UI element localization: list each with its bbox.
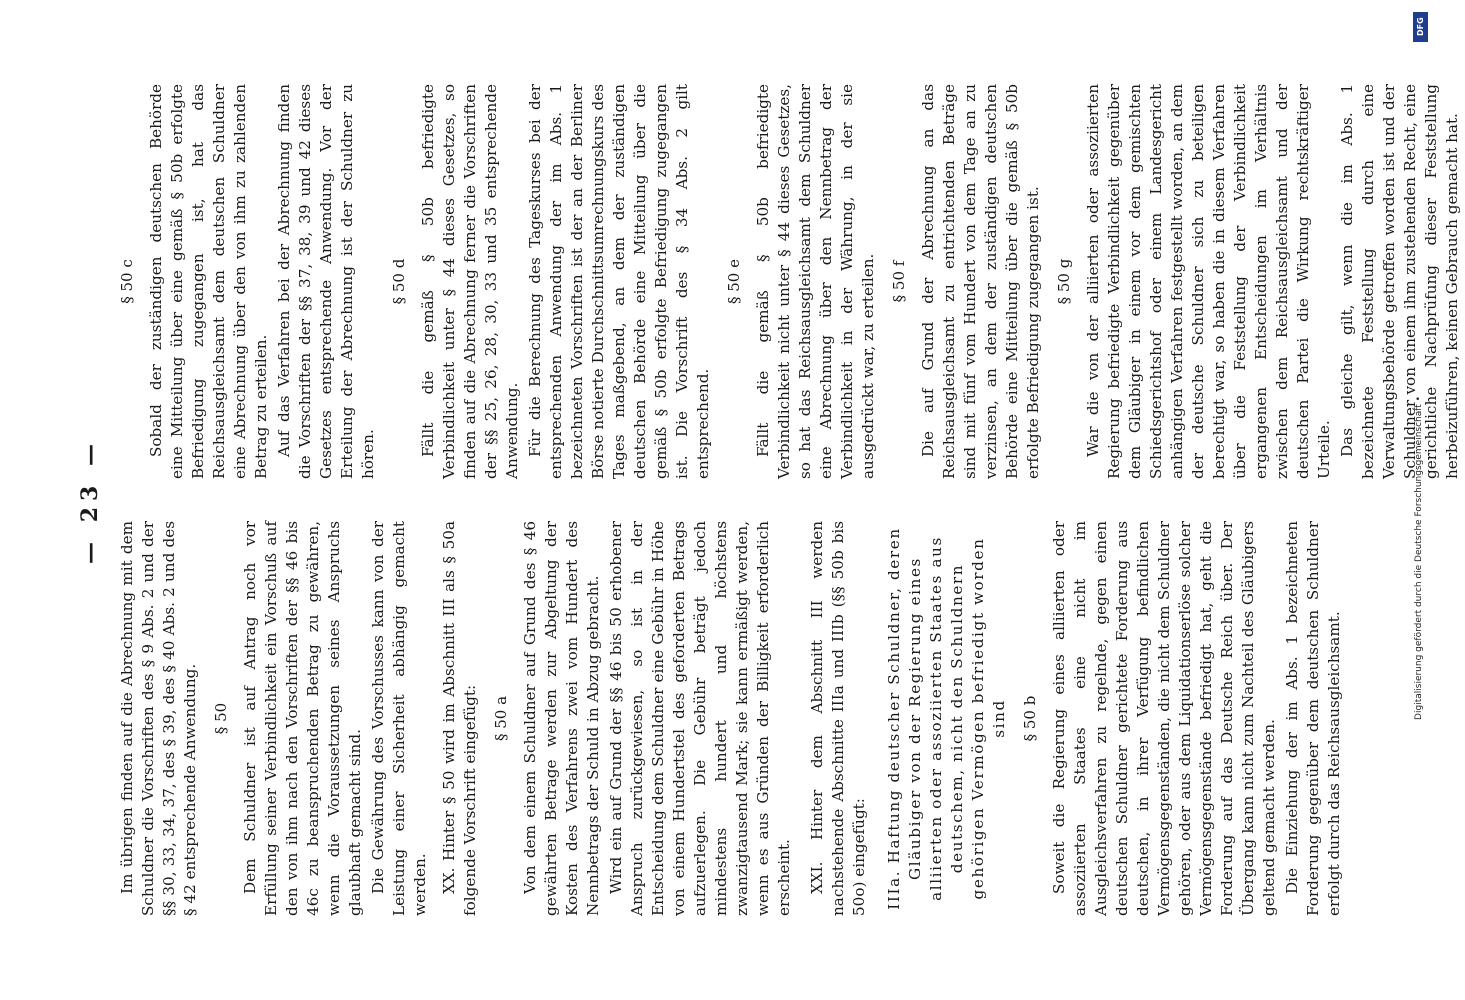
digitization-credit-sidebar bbox=[1410, 6, 1432, 994]
right-column bbox=[117, 84, 1465, 479]
paragraph-50a-1: Von dem einem Schuldner auf Grund des § 46 gewährten Betrage werden zur Abgeltung der Kosten des Verfahrens zwei vom Hundert des Nennbetrags der Schuld in Abzug gebracht. bbox=[521, 521, 602, 916]
paragraph-50c-2: Auf das Verfahren bei der Abrechnung finden die Vorschriften der §§ 37, 38, 39 und 42 dieses Gesetzes entsprechende Anwendung. Vor der Erteilung der Abrechnung ist der Schuldner zu hören. bbox=[275, 84, 377, 479]
section-heading-50b: § 50 b bbox=[1021, 695, 1039, 742]
paragraph-50e-1: Fällt die gemäß § 50b befriedigte Verbindlichkeit nicht unter § 44 dieses Gesetzes, so hat das Reichsausgleichsamt dem Schuldner eine Abrechnung über den Nennbetrag der Verbindlichkeit in der Währung, in der sie ausgedrückt war, zu erteilen. bbox=[754, 84, 877, 479]
section-heading-50f: § 50 f bbox=[890, 260, 908, 303]
section-heading-50a: § 50 a bbox=[492, 695, 510, 742]
section-heading-50c: § 50 c bbox=[118, 259, 136, 304]
left-column bbox=[117, 521, 1347, 916]
section-heading-50e: § 50 e bbox=[725, 259, 743, 304]
dfg-logo: DFG bbox=[1413, 12, 1428, 42]
paragraph-50g-2: Das gleiche gilt, wenn die im Abs. 1 bezeichnete Feststellung durch eine Verwaltungsbehörde getroffen worden ist und der Schuldner von einem ihm zustehenden Recht, eine gerichtliche Nachprüfung dieser Feststellung herbeizuführen, keinen Gebrauch gemacht hat. bbox=[1338, 84, 1461, 479]
paragraph-50-1: Dem Schuldner ist auf Antrag noch vor Erfüllung seiner Verbindlichkeit ein Vorschuß auf den von ihm nach den Vorschriften der §§ 46 bis 46c zu beanspruchenden Betrag zu gewähren, wenn die Voraussetzungen seines Anspruchs glaubhaft gemacht sind. bbox=[241, 521, 364, 916]
section-heading-50: § 50 bbox=[212, 702, 230, 735]
paragraph-50f-1: Die auf Grund der Abrechnung an das Reichsausgleichsamt zu entrichtenden Beträge sind mit fünf vom Hundert von dem Tage an zu verzinsen, an dem der zuständigen deutschen Behörde eine Mitteilung über die gemäß § 50b erfolgte Befriedigung zugegangen ist. bbox=[919, 84, 1042, 479]
paragraph-xxi: XXI. Hinter dem Abschnitt III werden nachstehende Abschnitte IIIa und IIIb (§§ 50b bis 50o) eingefügt: bbox=[808, 521, 868, 916]
section-heading-50d: § 50 d bbox=[390, 258, 408, 305]
paragraph-50b-2: Die Einziehung der im Abs. 1 bezeichneten Forderung gegenüber dem deutschen Schuldner erfolgt durch das Reichsausgleichsamt. bbox=[1283, 521, 1343, 916]
page-number: — 23 — bbox=[77, 438, 103, 564]
chapter-title-iiia: IIIa. Haftung deutscher Schuldner, deren Gläubiger von der Regierung eines alliierten oder assoziierten Staates aus deutschem, nicht den Schuldnern gehörigen Vermögen befriedigt worden sind bbox=[885, 527, 1008, 910]
paragraph-50b-1: Soweit die Regierung eines alliierten oder assoziierten Staates eine nicht im Ausgleichsverfahren zu regelnde, gegen einen deutschen Schuldner gerichtete Forderung aus deutschen, in ihrer Verfügung befindlichen Vermögensgegenständen, die nicht dem Schuldner gehören, oder aus dem Liquidationserlöse solcher Vermögensgegenstände befriedigt hat, geht die Forderung auf das Deutsche Reich über. Der Übergang kann nicht zum Nachteil des Gläubigers geltend gemacht werden. bbox=[1050, 521, 1278, 916]
paragraph-50a-2: Wird ein auf Grund der §§ 46 bis 50 erhobener Anspruch zurückgewiesen, so ist in der Entscheidung dem Schuldner eine Gebühr in Höhe von einem Hundertstel des geforderten Betrags aufzuerlegen. Die Gebühr beträgt jedoch mindestens hundert und höchstens zwanzigtausend Mark; sie kann ermäßigt werden, wenn es aus Gründen der Billigkeit erforderlich erscheint. bbox=[607, 521, 793, 916]
paragraph-50c-1: Sobald der zuständigen deutschen Behörde eine Mitteilung über eine gemäß § 50b erfolgte Befriedigung zugegangen ist, hat das Reichsausgleichsamt dem deutschen Schuldner eine Abrechnung über den von ihm zu zahlenden Betrag zu erteilen. bbox=[147, 84, 270, 479]
paragraph-xx: XX. Hinter § 50 wird im Abschnitt III als § 50a folgende Vorschrift eingefügt: bbox=[440, 521, 479, 916]
paragraph-50g-1: War die von der alliierten oder assoziierten Regierung befriedigte Verbindlichkeit gegenüber dem Gläubiger in einem vor dem gemischten Schiedsgerichtshof oder einem Landesgericht anhängigen Verfahren festgestellt worden, an dem der deutsche Schuldner sich zu beteiligen berechtigt war, so haben die in diesem Verfahren über die Feststellung der Verbindlichkeit ergangenen Entscheidungen im Verhältnis zwischen dem Reichsausgleichsamt und der deutschen Partei die Wirkung rechtskräftiger Urteile. bbox=[1084, 84, 1333, 479]
paragraph-intro: Im übrigen finden auf die Abrechnung mit dem Schuldner die Vorschriften des § 9 Abs. 2 und der §§ 30, 33, 34, 37, des § 39, des § 40 Abs. 2 und des § 42 entsprechende Anwendung. bbox=[118, 521, 199, 916]
section-heading-50g: § 50 g bbox=[1055, 258, 1073, 305]
paragraph-50-2: Die Gewährung des Vorschusses kann von der Leistung einer Sicherheit abhängig gemacht werden. bbox=[369, 521, 429, 916]
paragraph-50d-1: Fällt die gemäß § 50b befriedigte Verbindlichkeit unter § 44 dieses Gesetzes, so finden auf die Abrechnung ferner die Vorschriften der §§ 25, 26, 28, 30, 33 und 35 entsprechende Anwendung. bbox=[419, 84, 521, 479]
digitization-credit-text: Digitalisierung gefördert durch die Deutsche Forschungsgemeinschaft • bbox=[1414, 396, 1424, 720]
paragraph-50d-2: Für die Berechnung des Tageskurses bei der entsprechenden Anwendung der im Abs. 1 bezeichneten Vorschriften ist der an der Berliner Börse notierte Durchschnittsumrechnungskurs des Tages maßgebend, an dem der zuständigen deutschen Behörde eine Mitteilung über die gemäß § 50b erfolgte Befriedigung zugegangen ist. Die Vorschrift des § 34 Abs. 2 gilt entsprechend. bbox=[526, 84, 712, 479]
